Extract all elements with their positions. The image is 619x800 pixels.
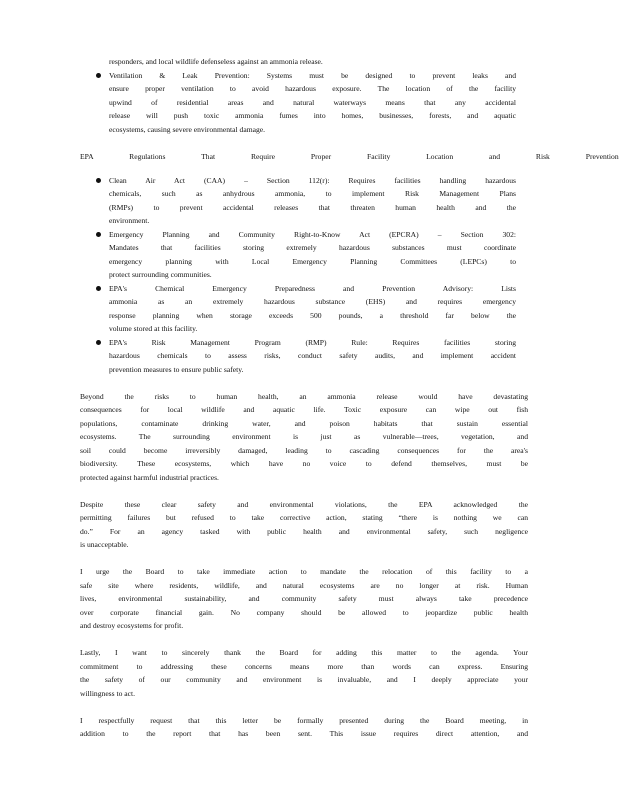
list-item-line: volume stored at this facility.	[109, 324, 198, 333]
paragraph-line: Lastly, I want to sincerely thank the Board for adding this matter to the agenda. Your	[80, 648, 528, 657]
paragraph-line: I urge the Board to take immediate action to mandate the relocation of this facility to a	[80, 567, 528, 576]
list-item-line: response planning when storage exceeds 500 pounds, a threshold far below the	[109, 311, 516, 320]
paragraph-line: Beyond the risks to human health, an ammonia release would have devastating	[80, 392, 528, 401]
paragraph-line: addition to the report that has been sent. This issue requires direct attention, and	[80, 729, 528, 738]
paragraph-line: willingness to act.	[80, 689, 136, 698]
list-item-line: ammonia as an extremely hazardous substance (EHS) and requires emergency	[109, 297, 516, 306]
paragraph-line: commitment to addressing these concerns means more than words can express. Ensuring	[80, 662, 528, 671]
list-item-line: EPA's Chemical Emergency Preparedness and Prevention Advisory: Lists	[109, 284, 516, 293]
paragraph-line: populations, contaminate drinking water, and poison habitats that sustain essential	[80, 419, 528, 428]
paragraph-line: soil could become irreversibly damaged, leading to cascading consequences for the area's	[80, 446, 528, 455]
paragraph-line: Despite these clear safety and environmental violations, the EPA acknowledged the	[80, 500, 528, 509]
paragraph-line: biodiversity. These ecosystems, which have no voice to defend themselves, must be	[80, 459, 528, 468]
paragraph-line: ecosystems. The surrounding environment is just as vulnerable—trees, vegetation, and	[80, 432, 528, 441]
paragraph-line: lives, environmental sustainability, and community safety must always take precedence	[80, 594, 528, 603]
bullet-dot	[96, 73, 101, 78]
paragraph-line: safe site where residents, wildlife, and natural ecosystems are no longer at risk. Human	[80, 581, 528, 590]
list-item-line: hazardous chemicals to assess risks, conduct safety audits, and implement accident	[109, 351, 516, 360]
list-item-line: Clean Air Act (CAA) – Section 112(r): Requires facilities handling hazardous	[109, 176, 516, 185]
bullet-dot	[96, 340, 101, 345]
list-item-line: emergency planning with Local Emergency Planning Committees (LEPCs) to	[109, 257, 516, 266]
list-item-line: (RMPs) to prevent accidental releases that threaten human health and the	[109, 203, 516, 212]
bullet-dot	[96, 178, 101, 183]
paragraph-line: over corporate financial gain. No company should be allowed to jeopardize public health	[80, 608, 528, 617]
section-heading: EPA Regulations That Require Proper Facility Location and Risk Prevention	[80, 152, 619, 161]
list-item-line: prevention measures to ensure public safety.	[109, 365, 244, 374]
list-item-line: protect surrounding communities.	[109, 270, 212, 279]
paragraph-line: permitting failures but refused to take corrective action, stating “there is nothing we can	[80, 513, 528, 522]
list-item-line: ecosystems, causing severe environmental damage.	[109, 125, 266, 134]
list-item-line: EPA's Risk Management Program (RMP) Rule: Requires facilities storing	[109, 338, 516, 347]
list-item-line: upwind of residential areas and natural waterways means that any accidental	[109, 98, 516, 107]
paragraph-line: and destroy ecosystems for profit.	[80, 621, 184, 630]
bullet-dot	[96, 232, 101, 237]
paragraph-line: is unacceptable.	[80, 540, 129, 549]
list-item-line: Ventilation & Leak Prevention: Systems must be designed to prevent leaks and	[109, 71, 516, 80]
list-item-line: release will push toxic ammonia fumes into homes, businesses, forests, and aquatic	[109, 111, 516, 120]
list-item-line: Emergency Planning and Community Right-to-Know Act (EPCRA) – Section 302:	[109, 230, 516, 239]
paragraph-line: consequences for local wildlife and aquatic life. Toxic exposure can wipe out fish	[80, 405, 528, 414]
list-item-line: Mandates that facilities storing extremely hazardous substances must coordinate	[109, 243, 516, 252]
paragraph-line: do.” For an agency tasked with public health and environmental safety, such negligence	[80, 527, 528, 536]
list-item-line: chemicals, such as anhydrous ammonia, to implement Risk Management Plans	[109, 189, 516, 198]
continuation-line: responders, and local wildlife defenseless against an ammonia release.	[109, 57, 323, 66]
paragraph-line: protected against harmful industrial practices.	[80, 473, 219, 482]
list-item-line: ensure proper ventilation to avoid hazardous exposure. The location of the facility	[109, 84, 516, 93]
list-item-line: environment.	[109, 216, 150, 225]
paragraph-line: the safety of our community and environment is invaluable, and I deeply appreciate your	[80, 675, 528, 684]
paragraph-line: I respectfully request that this letter be formally presented during the Board meeting, in	[80, 716, 528, 725]
bullet-dot	[96, 286, 101, 291]
